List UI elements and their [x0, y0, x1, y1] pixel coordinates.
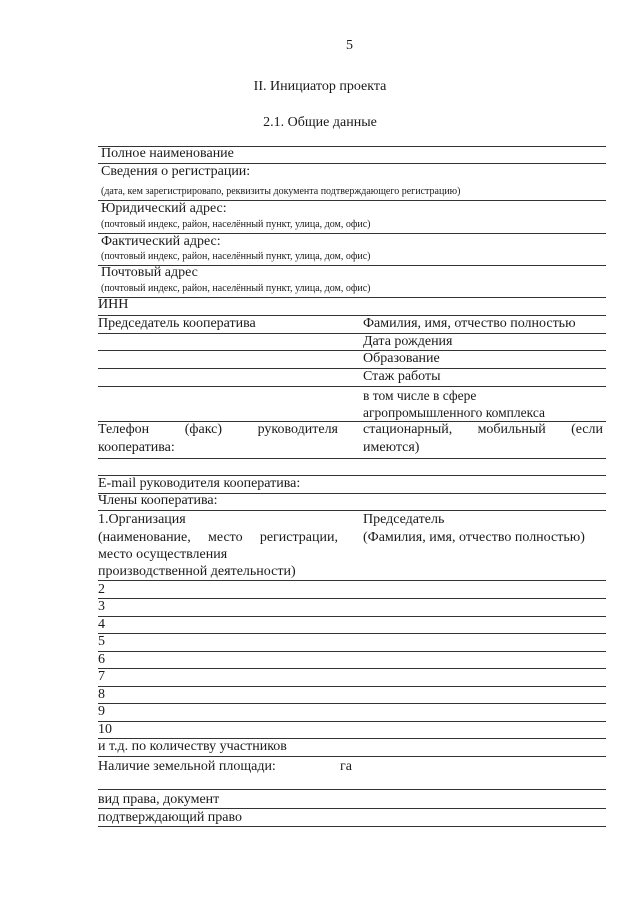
member-number: 9	[98, 704, 105, 719]
phone-label-line-2: кооператива:	[98, 440, 175, 455]
member-number: 7	[98, 669, 105, 684]
rule	[98, 458, 606, 459]
land-area-unit: га	[340, 759, 352, 774]
rule	[98, 297, 606, 298]
phone-word-2: (факс)	[184, 422, 223, 437]
section-title: II. Инициатор проекта	[253, 79, 387, 94]
rule	[98, 789, 606, 790]
member-number: 8	[98, 687, 105, 702]
registration-label: Сведения о регистрации:	[101, 164, 251, 179]
rule	[98, 651, 606, 652]
member-number: 5	[98, 634, 105, 649]
rule	[98, 510, 606, 511]
legal-address-hint: (почтовый индекс, район, населённый пункт, улица, дом, офис)	[101, 219, 371, 230]
rule	[98, 368, 606, 369]
rule	[98, 756, 606, 757]
experience-agro-line-1: в том числе в сфере	[363, 388, 477, 403]
actual-address-hint: (почтовый индекс, район, населённый пункт, улица, дом, офис)	[101, 251, 371, 262]
members-label: Члены кооператива:	[98, 493, 218, 508]
organization-desc-line-4: производственной деятельности)	[98, 564, 296, 579]
member-number: 4	[98, 617, 105, 632]
rule	[98, 598, 606, 599]
subsection-title: 2.1. Общие данные	[263, 115, 377, 130]
right-type-label-line-2: подтверждающий право	[98, 810, 243, 825]
member-number: 10	[98, 722, 112, 737]
rule	[98, 686, 606, 687]
rule	[98, 386, 606, 387]
experience-label: Стаж работы	[363, 369, 441, 384]
page-number: 5	[346, 38, 353, 53]
rule	[98, 826, 606, 827]
chairman-label: Председатель кооператива	[98, 316, 256, 331]
postal-address-label: Почтовый адрес	[101, 265, 198, 280]
full-name-label: Полное наименование	[101, 146, 234, 161]
org-word-3: регистрации,	[259, 530, 338, 545]
rule	[98, 703, 606, 704]
phone-type-word-2: мобильный	[477, 422, 546, 437]
email-label: E-mail руководителя кооператива:	[98, 476, 301, 491]
rule	[98, 580, 606, 581]
right-type-label-line-1: вид права, документ	[98, 792, 220, 807]
phone-word-3: руководителя	[257, 422, 338, 437]
organization-desc-line-2	[98, 530, 338, 546]
phone-label-line-1	[98, 422, 338, 438]
etc-label: и т.д. по количеству участников	[98, 739, 287, 754]
member-number: 2	[98, 582, 105, 597]
phone-types-line-1	[363, 422, 603, 438]
organization-desc-line-3: место осуществления	[98, 547, 228, 562]
member-chairman-hint: (Фамилия, имя, отчество полностью)	[363, 530, 585, 545]
rule	[98, 633, 606, 634]
phone-type-word-3: (если	[571, 422, 603, 437]
education-label: Образование	[363, 351, 440, 366]
registration-hint: (дата, кем зарегистрировапо, реквизиты документа подтверждающего регистрацию)	[101, 186, 461, 197]
org-word-1: (наименование,	[98, 530, 191, 545]
land-area-label: Наличие земельной площади:	[98, 759, 276, 774]
org-word-2: место	[208, 530, 243, 545]
phone-type-word-1: стационарный,	[363, 422, 453, 437]
member-number: 3	[98, 599, 105, 614]
member-number: 6	[98, 652, 105, 667]
actual-address-label: Фактический адрес:	[101, 234, 221, 249]
experience-agro-line-2: агропромышленного комплекса	[363, 405, 545, 420]
birth-date-label: Дата рождения	[363, 334, 453, 349]
chairman-fullname-label: Фамилия, имя, отчество полностью	[363, 316, 576, 331]
inn-label: ИНН	[98, 297, 129, 312]
rule	[98, 350, 606, 351]
phone-types-line-2: имеются)	[363, 440, 420, 455]
rule	[98, 668, 606, 669]
rule	[98, 616, 606, 617]
member-chairman-label: Председатель	[363, 512, 445, 527]
phone-word-1: Телефон	[98, 422, 150, 437]
rule	[98, 808, 606, 809]
rule	[98, 721, 606, 722]
postal-address-hint: (почтовый индекс, район, населённый пункт, улица, дом, офис)	[101, 283, 371, 294]
legal-address-label: Юридический адрес:	[101, 201, 227, 216]
organization-label: 1.Организация	[98, 512, 186, 527]
rule	[98, 333, 606, 334]
